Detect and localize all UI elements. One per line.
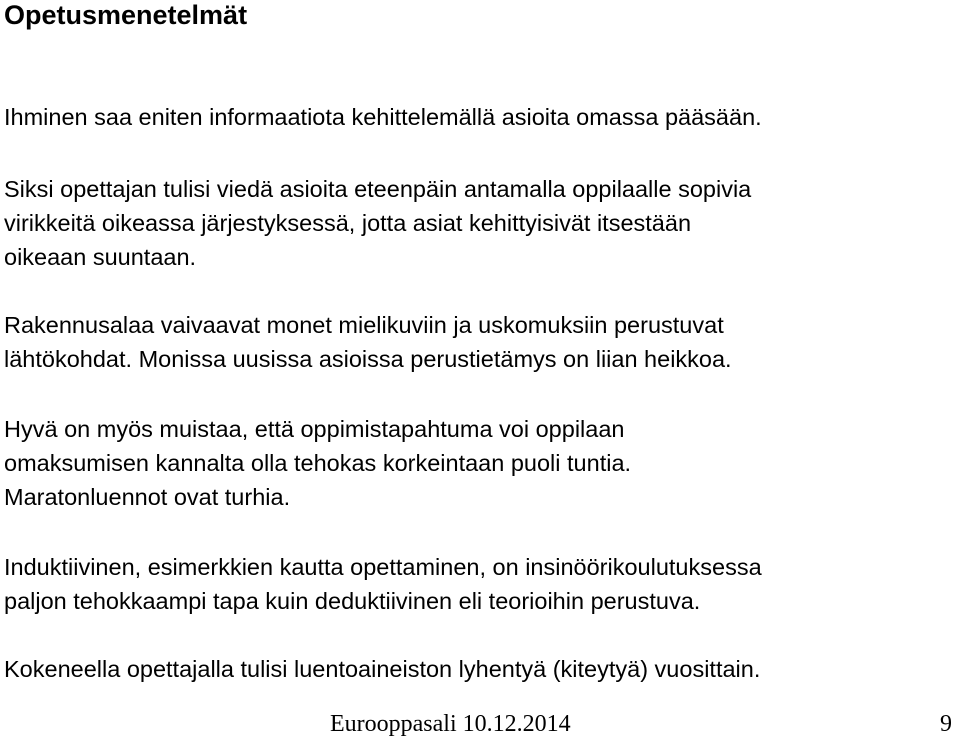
- paragraph-line: Siksi opettajan tulisi viedä asioita eteenpäin antamalla oppilaalle sopivia: [4, 176, 752, 202]
- paragraph-3: [4, 308, 732, 376]
- paragraph-line: Ihminen saa eniten informaatiota kehittelemällä asioita omassa pääsään.: [4, 104, 762, 130]
- paragraph-line: omaksumisen kannalta olla tehokas korkeintaan puoli tuntia.: [4, 450, 632, 476]
- paragraph-line: virikkeitä oikeassa järjestyksessä, jotta asiat kehittyisivät itsestään: [4, 210, 692, 236]
- paragraph-line: Kokeneella opettajalla tulisi luentoaineiston lyhentyä (kiteytyä) vuosittain.: [4, 656, 761, 682]
- slide-title: Opetusmenetelmät: [4, 0, 248, 30]
- paragraph-line: Induktiivinen, esimerkkien kautta opettaminen, on insinöörikoulutuksessa: [4, 554, 762, 580]
- paragraph-line: Maratonluennot ovat turhia.: [4, 484, 291, 510]
- footer-date: Eurooppasali 10.12.2014: [330, 711, 571, 737]
- paragraph-1: [4, 100, 762, 134]
- slide-footer: [0, 709, 960, 739]
- paragraph-line: Rakennusalaa vaivaavat monet mielikuviin ja uskomuksiin perustuvat: [4, 312, 724, 338]
- paragraph-6: [4, 652, 760, 686]
- page-number: 9: [940, 711, 952, 737]
- paragraph-5: [4, 550, 762, 618]
- paragraph-line: paljon tehokkaampi tapa kuin deduktiivinen eli teorioihin perustuva.: [4, 588, 701, 614]
- paragraph-line: lähtökohdat. Monissa uusissa asioissa perustietämys on liian heikkoa.: [4, 346, 732, 372]
- paragraph-4: [4, 412, 631, 514]
- paragraph-line: oikeaan suuntaan.: [4, 244, 197, 270]
- paragraph-2: [4, 172, 751, 274]
- paragraph-line: Hyvä on myös muistaa, että oppimistapahtuma voi oppilaan: [4, 416, 625, 442]
